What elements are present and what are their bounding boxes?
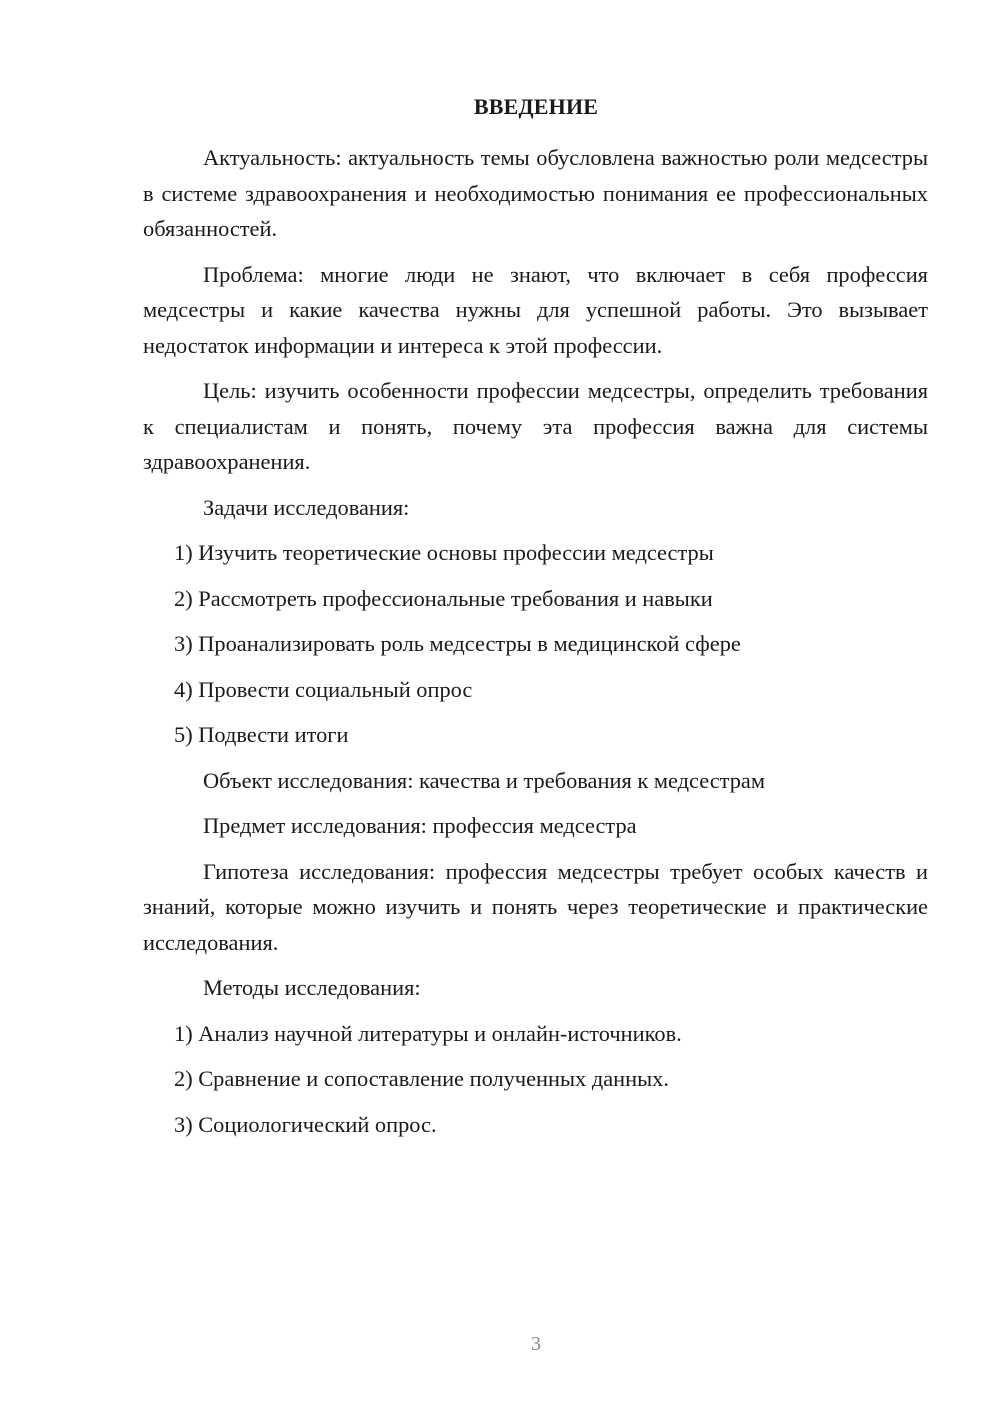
page-number: 3 — [531, 1333, 541, 1355]
paragraph-hypothesis: Гипотеза исследования: профессия медсестры требует особых качеств и знаний, которые можно изучить и понять через теоретические и практические исследования. — [143, 858, 928, 955]
tasks-list — [143, 535, 928, 753]
paragraph-object: Объект исследования: качества и требования к медсестрам — [203, 767, 766, 793]
list-item: 3) Проанализировать роль медсестры в медицинской сфере — [174, 631, 741, 656]
tasks-heading: Задачи исследования: — [203, 494, 410, 520]
paragraph-relevance: Актуальность: актуальность темы обусловлена важностью роли медсестры в системе здравоохранения и необходимостью понимания ее профессиональных обязанностей. — [143, 145, 928, 241]
list-item: 1) Анализ научной литературы и онлайн-источников. — [174, 1020, 682, 1046]
list-item: 2) Сравнение и сопоставление полученных данных. — [174, 1066, 669, 1091]
list-item: 3) Социологический опрос. — [174, 1111, 437, 1137]
methods-list — [143, 1016, 928, 1143]
page-title: ВВЕДЕНИЕ — [473, 94, 599, 119]
paragraph-goal: Цель: изучить особенности профессии медсестры, определить требования к специалистам и понять, почему эта профессия важна для системы здравоохранения. — [143, 378, 928, 474]
list-item: 2) Рассмотреть профессиональные требования и навыки — [174, 585, 713, 611]
paragraph-problem: Проблема: многие люди не знают, что включает в себя профессия медсестры и какие качества нужны для успешной работы. Это вызывает недостаток информации и интереса к этой профессии. — [143, 261, 928, 358]
methods-heading: Методы исследования: — [203, 975, 421, 1000]
list-item: 4) Провести социальный опрос — [174, 676, 473, 702]
document-body — [143, 140, 928, 1152]
list-item: 5) Подвести итоги — [174, 722, 349, 747]
paragraph-subject: Предмет исследования: профессия медсестра — [203, 813, 637, 838]
list-item: 1) Изучить теоретические основы профессии медсестры — [174, 540, 714, 565]
